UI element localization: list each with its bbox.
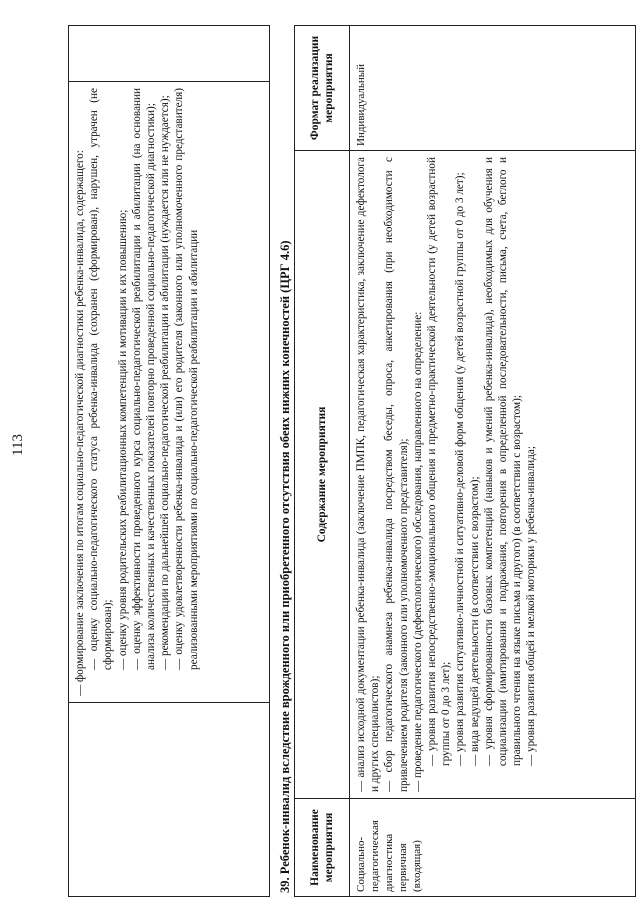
content-paragraph: — проведение педагогического (дефектологического) обследования, направленного на определение:	[411, 311, 424, 792]
table-row	[350, 26, 635, 896]
header-format: Формат реализации мероприятия	[309, 35, 335, 141]
content-paragraph: — уровня сформированности базовых компетенций (навыков и умений ребенка-инвалида), необходимых для обучения и социализации (имитирования и подражания, повторения в определенной последовательности, письма, счета, беглого и правильного чтения на языке письма и другого) (в соответствии с возрастом);	[482, 157, 524, 766]
content-paragraph: — анализ исходной документации ребенка-инвалида (заключение ПМПК, педагогическая характеристика, заключение дефектолога и других специалистов);	[355, 157, 382, 792]
content-paragraph: — уровня развития непосредственно-эмоционального общения и предметно-практической деятельности (у детей возрастной группы от 0 до 3 лет);	[426, 157, 453, 766]
content-paragraph: — сбор педагогического анамнеза ребенка-инвалида посредством беседы, опроса, анкетирования (при необходимости с привлечением родителя (законного или уполномоченного представителя);	[383, 157, 410, 792]
activity-name-cell: Социально-педагогическая диагностика первичная (входящая)	[350, 798, 635, 896]
table1-paragraph: — оценку уровня родительских реабилитационных компетенций и мотивации к их повышению;	[116, 209, 129, 670]
content-paragraph: — уровня развития ситуативно-личностной и ситуативно-деловой форм общения (у детей возрастной группы от 0 до 3 лет);	[454, 172, 467, 766]
section-title: 39. Ребенок-инвалид вследствие врожденного или приобретенного отсутствия обеих нижних конечностей (ЦРГ 4.6)	[278, 240, 292, 893]
continuation-table	[68, 25, 270, 897]
table1-name-cell	[69, 702, 269, 896]
page-number: 113	[10, 434, 26, 456]
activity-content-cell	[350, 150, 635, 798]
table1-paragraph: — оценку эффективности проведенного курса социально-педагогической реабилитации и абилитации (на основании анализа количественных и качественных показателей повторно проведенной социально-педагогической диагностики);	[130, 88, 158, 670]
table1-format-cell	[69, 26, 269, 80]
content-paragraph: — вида ведущей деятельности (в соответствии с возрастом);	[468, 476, 481, 766]
activity-format-cell: Индивидуальный	[355, 64, 367, 146]
table1-paragraph: — оценку удовлетворенности ребенка-инвалида и (или) его родителя (законного или уполномоченного представителя) реализованными мероприятиями по социально-педагогической реабилитации и абилитации	[173, 88, 200, 670]
table1-paragraph: — оценку социально-педагогического статуса ребенка-инвалида (сохранен (сформирован), нарушен, утрачен (не сформирован);	[88, 88, 115, 670]
table1-content-cell	[69, 81, 269, 702]
table-header-row	[295, 26, 350, 896]
activity-table	[294, 25, 636, 897]
table1-paragraph: — рекомендации по дальнейшей социально-педагогической реабилитации и абилитации (нуждается или не нуждается);	[159, 95, 172, 670]
content-paragraph: — уровня развития общей и мелкой моторики у ребенка-инвалида;	[525, 446, 538, 766]
header-content: Содержание мероприятия	[295, 150, 349, 798]
header-name: Наименование мероприятия	[295, 798, 349, 896]
table1-paragraph: — формирование заключения по итогам социально-педагогической диагностики ребенка-инвалида, содержащего:	[74, 150, 86, 696]
